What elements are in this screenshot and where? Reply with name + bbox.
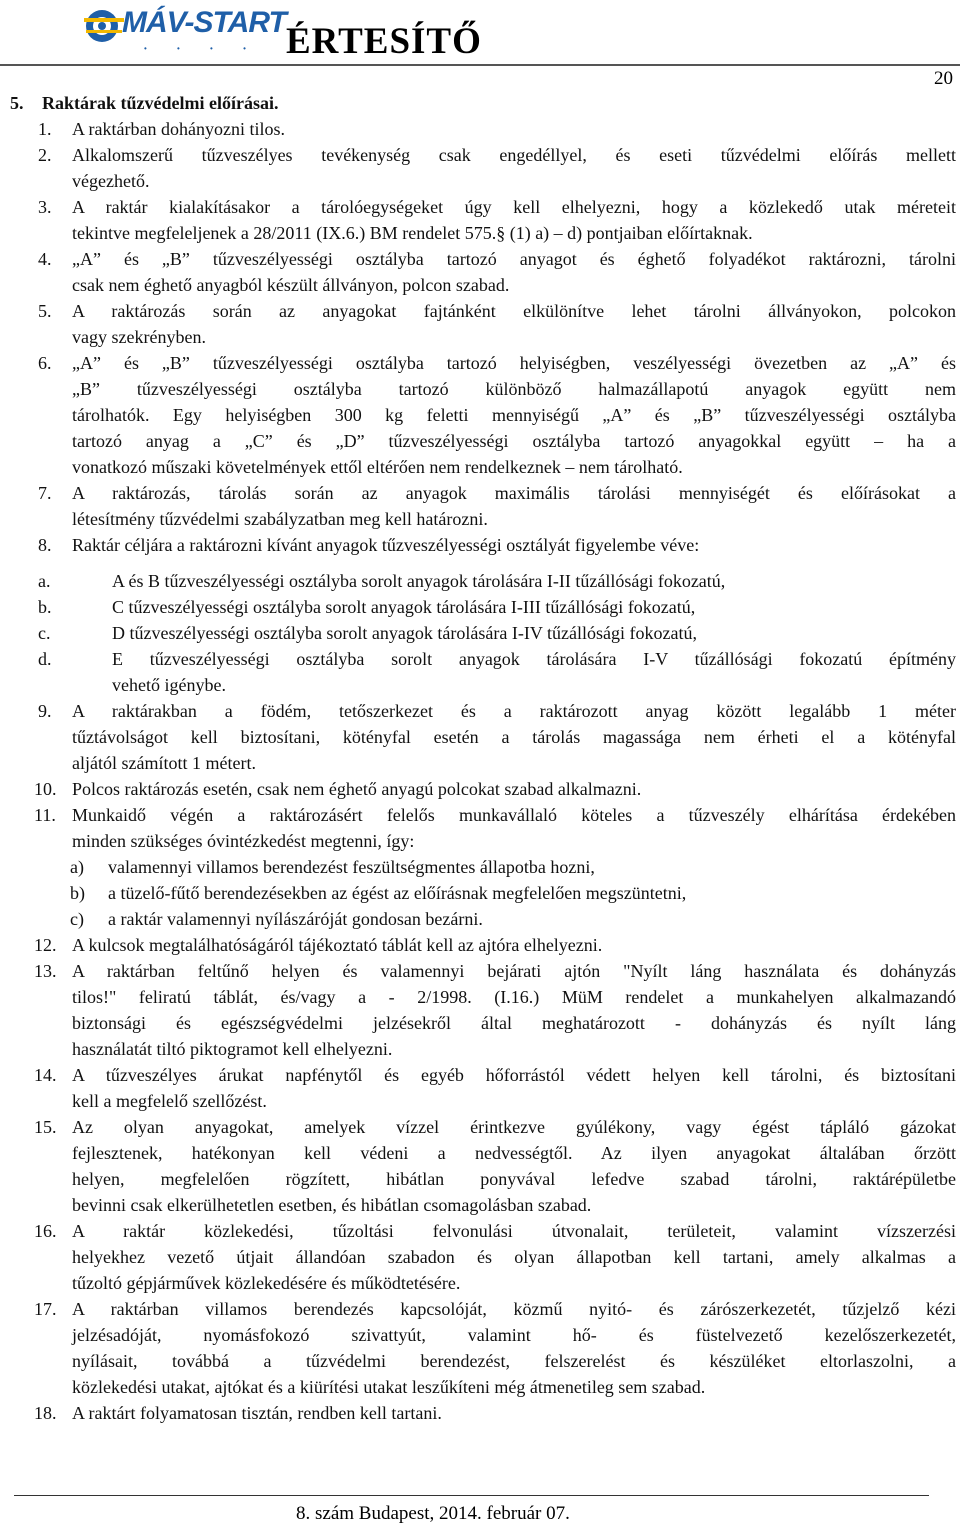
list-item-number: 2.	[38, 145, 52, 165]
list-item-line: A raktárban feltűnő helyen és valamennyi bejárati ajtón "Nyílt láng használata és dohányzás	[72, 961, 956, 981]
list-item-line: a tüzelő-fűtő berendezésekben az égést az előírásnak megfelelően megszüntetni,	[108, 883, 687, 903]
list-item-line: csak nem éghető anyagból készült állványon, polcon szabad.	[72, 275, 510, 295]
list-item-line: A raktár kialakításakor a tárolóegységeket úgy kell elhelyezni, hogy a közlekedő utak méreteit	[72, 197, 956, 217]
list-item-number: 7.	[38, 483, 52, 503]
list-item-number: 11.	[34, 805, 56, 825]
list-item-number: 12.	[34, 935, 57, 955]
list-item-number: 10.	[34, 779, 57, 799]
list-item-line: jelzésadóját, nyomásfokozó szivattyút, valamint hő- és füstelvezető kezelőszerkezetét,	[72, 1325, 956, 1345]
list-item-line: vagy szekrényben.	[72, 327, 206, 347]
logo-text: MÁV-START	[122, 6, 286, 39]
list-item-number: 15.	[34, 1117, 57, 1137]
footer-divider	[14, 1495, 929, 1496]
list-item-number: 3.	[38, 197, 52, 217]
footer-text: 8. szám Budapest, 2014. február 07.	[296, 1503, 570, 1524]
list-item-line: tűztávolságot kell biztosítani, kötényfal esetén a tárolás magassága nem érheti el a kötényfal	[72, 727, 956, 747]
list-item-line: tekintve megfeleljenek a 28/2011 (IX.6.) BM rendelet 575.§ (1) a) – d) pontjaiban előírtaknak.	[72, 223, 753, 243]
list-item-line: Alkalomszerű tűzveszélyes tevékenység csak engedéllyel, és eseti tűzvédelmi előírás mellett	[72, 145, 956, 165]
list-item-line: végezhető.	[72, 171, 150, 191]
list-item-line: nyílásait, továbbá a tűzvédelmi berendezést, felszerelést és készüléket eltorlaszolni, a	[72, 1351, 956, 1371]
list-item-number: 16.	[34, 1221, 57, 1241]
list-item-line: A raktár közlekedési, tűzoltási felvonulási útvonalait, területeit, valamint vízszerzési	[72, 1221, 956, 1241]
list-item-number: 14.	[34, 1065, 57, 1085]
list-item-number: b)	[70, 883, 85, 903]
list-item-number: c)	[70, 909, 84, 929]
list-item-line: „B” tűzveszélyességi osztályba tartozó különböző halmazállapotú anyagok együtt nem	[72, 379, 956, 399]
list-item-number: a.	[38, 571, 51, 591]
list-item-line: A tűzveszélyes árukat napfénytől és egyéb hőforrástól védett helyen kell tárolni, és biztosítani	[72, 1065, 956, 1085]
list-item-line: A raktárt folyamatosan tisztán, rendben kell tartani.	[72, 1403, 442, 1423]
list-item-number: c.	[38, 623, 51, 643]
list-item-line: közlekedési utakat, ajtókat és a kiürítési utakat leszűkíteni még átmenetileg sem szabad.	[72, 1377, 706, 1397]
list-item-line: tilos!" feliratú táblát, és/vagy a - 2/1998. (I.16.) MüM rendelet a munkahelyen alkalmazandó	[72, 987, 956, 1007]
list-item-line: helyen, megfelelően rögzített, hibátlan ponyvával lefedve szabad tárolni, raktárépületbe	[72, 1169, 956, 1189]
list-item-number: 5.	[38, 301, 52, 321]
logo-dots: • • • •	[144, 44, 260, 53]
list-item-line: Raktár céljára a raktározni kívánt anyagok tűzveszélyességi osztályát figyelembe véve:	[72, 535, 700, 555]
page-title: ÉRTESÍTŐ	[286, 21, 482, 62]
list-item-number: a)	[70, 857, 84, 877]
list-item-line: biztonsági és egészségvédelmi jelzésekről által meghatározott - dohányzás és nyílt láng	[72, 1013, 956, 1033]
list-item-number: 9.	[38, 701, 52, 721]
list-item-line: minden szükséges óvintézkedést megtenni, így:	[72, 831, 415, 851]
list-item-number: 4.	[38, 249, 52, 269]
list-item-line: aljától számított 1 métert.	[72, 753, 256, 773]
list-item-line: fejlesztenek, hatékonyan kell védeni a nedvességtől. Az ilyen anyagokat általában őrzött	[72, 1143, 956, 1163]
list-item-line: tartozó anyag a „C” és „D” tűzveszélyességi osztályba tartozó anyagokkal együtt – ha a	[72, 431, 956, 451]
list-item-number: b.	[38, 597, 52, 617]
section-title: Raktárak tűzvédelmi előírásai.	[42, 93, 279, 113]
list-item-line: vonatkozó műszaki követelmények ettől eltérően nem rendelkeznek – nem tárolható.	[72, 457, 683, 477]
list-item-line: A raktárakban a födém, tetőszerkezet és a raktározott anyag között legalább 1 méter	[72, 701, 956, 721]
list-item-line: kell a megfelelő szellőzést.	[72, 1091, 267, 1111]
list-item-line: A raktárban dohányozni tilos.	[72, 119, 285, 139]
list-item-number: 1.	[38, 119, 52, 139]
list-item-line: létesítmény tűzvédelmi szabályzatban meg kell határozni.	[72, 509, 488, 529]
list-item-line: vehető igénybe.	[112, 675, 226, 695]
list-item-line: a raktár valamennyi nyílászáróját gondosan bezárni.	[108, 909, 483, 929]
list-item-line: C tűzveszélyességi osztályba sorolt anyagok tárolására I-III tűzállósági fokozatú,	[112, 597, 696, 617]
list-item-number: 18.	[34, 1403, 57, 1423]
list-item-line: A és B tűzveszélyességi osztályba sorolt anyagok tárolására I-II tűzállósági fokozatú,	[112, 571, 726, 591]
list-item-line: A raktárban villamos berendezés kapcsolóját, közmű nyitó- és zárószerkezetét, tűzjelző kézi	[72, 1299, 956, 1319]
list-item-line: „A” és „B” tűzveszélyességi osztályba tartozó anyagot és éghető folyadékot raktározni, tárolni	[72, 249, 956, 269]
list-item-line: Polcos raktározás esetén, csak nem éghető anyagú polcokat szabad alkalmazni.	[72, 779, 642, 799]
list-item-number: 13.	[34, 961, 57, 981]
list-item-line: A raktározás, tárolás során az anyagok maximális tárolási mennyiségét és előírásokat a	[72, 483, 956, 503]
page-number: 20	[934, 68, 953, 89]
list-item-number: d.	[38, 649, 52, 669]
list-item-line: D tűzveszélyességi osztályba sorolt anyagok tárolására I-IV tűzállósági fokozatú,	[112, 623, 697, 643]
list-item-number: 6.	[38, 353, 52, 373]
list-item-line: tárolhatók. Egy helyiségben 300 kg feletti mennyiségű „A” és „B” tűzveszélyességi osztályba	[72, 405, 956, 425]
list-item-line: helyekhez vezető útjait állandóan szabadon és olyan állapotban kell tartani, amely alkalmas a	[72, 1247, 956, 1267]
list-item-line: A raktározás során az anyagokat fajtánként elkülönítve lehet tárolni állványokon, polcokon	[72, 301, 956, 321]
list-item-number: 17.	[34, 1299, 57, 1319]
section-number: 5.	[10, 93, 24, 113]
list-item-line: tűzoltó gépjárművek közlekedésére és működtetésére.	[72, 1273, 461, 1293]
list-item-line: Munkaidő végén a raktározásért felelős munkavállaló köteles a tűzveszély elhárítása érdekében	[72, 805, 956, 825]
list-item-line: valamennyi villamos berendezést feszültségmentes állapotba hozni,	[108, 857, 595, 877]
list-item-line: „A” és „B” tűzveszélyességi osztályba tartozó helyiségben, veszélyességi övezetben az „A” és	[72, 353, 956, 373]
list-item-line: E tűzveszélyességi osztályba sorolt anyagok tárolására I-V tűzállósági fokozatú építmény	[112, 649, 956, 669]
list-item-line: használatát tiltó piktogramot kell elhelyezni.	[72, 1039, 393, 1059]
list-item-line: bevinni csak elkerülhetetlen esetben, és hibátlan csomagolásban szabad.	[72, 1195, 592, 1215]
list-item-line: A kulcsok megtalálhatóságáról tájékoztató táblát kell az ajtóra elhelyezni.	[72, 935, 603, 955]
list-item-line: Az olyan anyagokat, amelyek vízzel érintkezve gyúlékony, vagy égést tápláló gázokat	[72, 1117, 956, 1137]
list-item-number: 8.	[38, 535, 52, 555]
